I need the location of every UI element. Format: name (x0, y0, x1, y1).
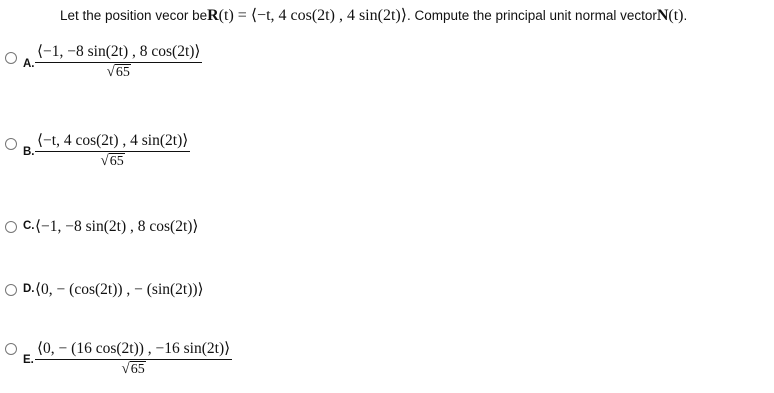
option-c-expression: ⟨−1, −8 sin(2t) , 8 cos(2t)⟩ (35, 218, 199, 235)
sqrt-symbol: √ (106, 64, 115, 80)
option-e-fraction (35, 339, 232, 377)
option-b-letter: B. (23, 146, 35, 158)
option-d[interactable] (0, 277, 774, 337)
sqrt-symbol: √ (100, 153, 109, 169)
option-a[interactable] (0, 38, 774, 98)
option-e-radio[interactable] (5, 343, 17, 355)
sqrt-symbol: √ (121, 361, 130, 377)
option-d-letter: D. (23, 283, 35, 295)
question-prefix: Let the position vecor be (60, 8, 208, 23)
option-a-radicand: 65 (115, 65, 130, 80)
option-a-fraction (35, 42, 202, 80)
option-b-numerator: ⟨−t, 4 cos(2t) , 4 sin(2t)⟩ (35, 131, 190, 152)
option-e[interactable] (0, 333, 774, 393)
option-a-numerator: ⟨−1, −8 sin(2t) , 8 cos(2t)⟩ (35, 42, 202, 63)
question-suffix: . (683, 8, 688, 23)
option-d-expression: ⟨0, − (cos(2t)) , − (sin(2t))⟩ (35, 281, 204, 298)
n-arg: (t) (668, 7, 684, 24)
option-b-fraction (35, 131, 190, 169)
option-c-letter: C. (23, 220, 35, 232)
option-e-numerator: ⟨0, − (16 cos(2t)) , −16 sin(2t)⟩ (35, 339, 232, 360)
question-middle: . Compute the principal unit normal vector (406, 8, 657, 23)
equals-sign: = (233, 7, 251, 24)
option-b[interactable] (0, 128, 774, 188)
option-b-denominator (101, 152, 125, 169)
n-symbol: N (656, 7, 669, 24)
r-arg: (t) (218, 7, 234, 24)
option-b-radicand: 65 (109, 154, 124, 169)
normal-vector-math (657, 7, 684, 25)
option-a-denominator (107, 63, 131, 80)
position-vector: ⟨−t, 4 cos(2t) , 4 sin(2t)⟩ (250, 7, 407, 24)
option-c-radio[interactable] (5, 221, 17, 233)
option-c[interactable] (0, 214, 774, 274)
option-a-letter: A. (23, 58, 35, 70)
option-e-denominator (121, 360, 145, 377)
option-e-radicand: 65 (130, 362, 145, 377)
option-a-radio[interactable] (5, 52, 17, 64)
question-text (60, 5, 687, 25)
r-symbol: R (207, 7, 219, 24)
position-vector-math (207, 5, 407, 25)
option-d-radio[interactable] (5, 284, 17, 296)
option-e-letter: E. (23, 354, 34, 366)
option-b-radio[interactable] (5, 138, 17, 150)
